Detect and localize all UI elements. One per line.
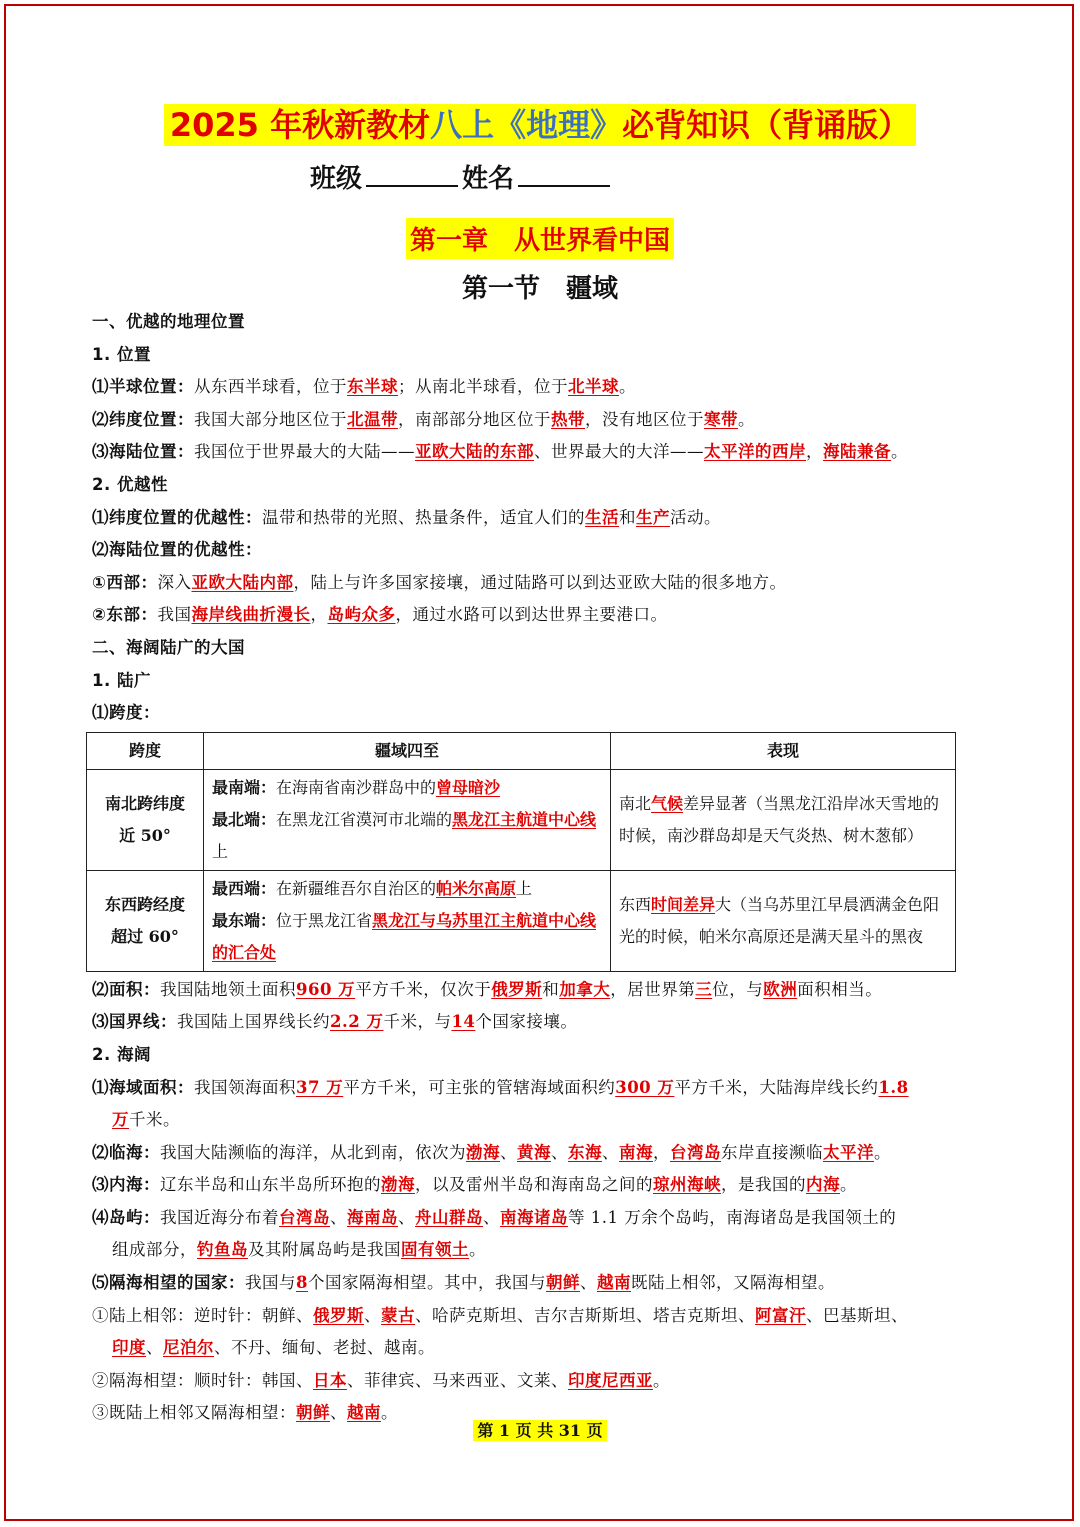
title-part-3: 必背知识（背诵版） xyxy=(622,106,911,144)
text: 东岸直接濒临 xyxy=(721,1142,823,1162)
text: 等 1.1 万余个岛屿，南海诸岛是我国领土的 xyxy=(568,1207,897,1227)
label: ⑵纬度位置： xyxy=(92,409,194,429)
keyword: 南海 xyxy=(619,1142,653,1162)
keyword: 时间差异 xyxy=(651,894,716,914)
keyword: 1.8 xyxy=(878,1077,909,1097)
text: 、 xyxy=(602,1142,619,1162)
label: ⑸隔海相望的国家： xyxy=(92,1273,245,1293)
keyword: 俄罗斯 xyxy=(313,1305,364,1325)
class-name-line xyxy=(310,158,614,195)
keyword: 固有领土 xyxy=(401,1240,469,1260)
label: ①西部： xyxy=(92,572,158,592)
chapter-heading: 第一章 从世界看中国 xyxy=(406,218,674,259)
keyword: 热带 xyxy=(551,409,585,429)
heading-s2: 二、海阔陆广的大国 xyxy=(92,637,245,657)
keyword: 舟山群岛 xyxy=(415,1207,483,1227)
text: 东西 xyxy=(619,894,652,914)
span-label: 东西跨经度 xyxy=(104,894,185,914)
text: 我国位于世界最大的大陆—— xyxy=(194,442,415,462)
text: ③既陆上相邻又隔海相望： xyxy=(92,1403,296,1423)
heading-s1: 一、优越的地理位置 xyxy=(92,312,245,331)
line-islands-cont xyxy=(92,1234,992,1267)
keyword: 黑龙江主航道中心线 xyxy=(452,809,597,829)
line-west xyxy=(92,567,992,600)
text: 从东西半球看，位于 xyxy=(194,377,347,397)
line-land-sea xyxy=(92,436,992,469)
keyword: 北温带 xyxy=(347,409,398,429)
title-part-2: 八上《地理》 xyxy=(430,106,623,144)
text: ①陆上相邻：逆时针：朝鲜、 xyxy=(92,1305,313,1325)
main-content xyxy=(92,306,992,1430)
line-sea-area xyxy=(92,1072,992,1105)
text: ， xyxy=(653,1142,670,1162)
chapter-heading-wrap xyxy=(0,218,1080,259)
text: 。 xyxy=(619,377,636,397)
text: 。 xyxy=(874,1142,891,1162)
text: 南北 xyxy=(619,793,652,813)
label: ⑵临海： xyxy=(92,1142,160,1162)
text: 差异显著（当黑龙江沿岸冰天雪地的时候，南沙群岛却是天气炎热、树木葱郁） xyxy=(619,793,940,845)
table-cell-effect xyxy=(611,870,956,971)
heading-s2-1: 1. 陆广 xyxy=(92,670,151,690)
text: 深入 xyxy=(157,572,192,592)
table-cell-span xyxy=(87,769,204,870)
text: 面积相当。 xyxy=(797,979,883,999)
line-span: ⑴跨度： xyxy=(92,703,160,723)
text: 、菲律宾、马来西亚、文莱、 xyxy=(347,1370,568,1390)
keyword: 亚欧大陆内部 xyxy=(191,572,294,592)
text: 在新疆维吾尔自治区的 xyxy=(276,878,437,898)
keyword: 曾母暗沙 xyxy=(436,777,501,797)
text: 、 xyxy=(551,1142,568,1162)
text: ，是我国的 xyxy=(721,1175,806,1195)
text: 大（当乌苏里江早晨洒满金色阳光的时候，帕米尔高原还是满天星斗的黑夜 xyxy=(619,894,940,946)
line-east xyxy=(92,599,992,632)
table-header: 表现 xyxy=(611,732,956,769)
keyword: 2.2 万 xyxy=(330,1012,384,1032)
keyword: 欧洲 xyxy=(763,979,798,999)
span-value: 近 50° xyxy=(119,825,171,845)
table-cell-extremes xyxy=(204,769,611,870)
keyword: 朝鲜 xyxy=(296,1403,330,1423)
label: ⑶海陆位置： xyxy=(92,442,194,462)
keyword: 俄罗斯 xyxy=(491,979,543,999)
table-cell-span xyxy=(87,870,204,971)
text: 平方千米，可主张的管辖海域面积约 xyxy=(343,1077,616,1097)
keyword: 黑龙江与乌苏里江主航道中心线的汇合处 xyxy=(212,910,597,962)
keyword: 越南 xyxy=(347,1403,381,1423)
line-inland-seas xyxy=(92,1169,992,1202)
label: ⑶国界线： xyxy=(92,1012,177,1032)
span-value: 超过 60° xyxy=(111,926,179,946)
keyword: 阿富汗 xyxy=(755,1305,806,1325)
keyword: 东半球 xyxy=(347,377,398,397)
text: 我国 xyxy=(157,605,192,625)
text: 位于黑龙江省 xyxy=(276,910,373,930)
label: 最北端： xyxy=(212,809,277,829)
text: 、世界最大的大洋—— xyxy=(534,442,704,462)
territory-table xyxy=(86,732,956,972)
keyword: 14 xyxy=(451,1012,476,1032)
line-land-neighbors xyxy=(92,1300,992,1333)
text: 我国陆上国界线长约 xyxy=(177,1012,330,1032)
label: ⑴半球位置： xyxy=(92,377,194,397)
text: ，以及雷州半岛和海南岛之间的 xyxy=(415,1175,653,1195)
keyword: 960 万 xyxy=(296,979,356,999)
text: 我国陆地领土面积 xyxy=(160,979,296,999)
page-title xyxy=(164,104,916,146)
keyword: 台湾岛 xyxy=(279,1207,330,1227)
table-header-row xyxy=(87,732,956,769)
section-heading: 第一节 疆域 xyxy=(461,274,618,304)
keyword: 内海 xyxy=(806,1175,840,1195)
text: 辽东半岛和山东半岛所环抱的 xyxy=(160,1175,381,1195)
text: ，没有地区位于 xyxy=(585,409,704,429)
text: 个国家隔海相望。其中，我国与 xyxy=(307,1273,546,1293)
text: ， xyxy=(310,605,328,625)
text: 。 xyxy=(738,409,755,429)
text: 、 xyxy=(483,1207,500,1227)
keyword: 帕米尔高原 xyxy=(436,878,517,898)
label: 最西端： xyxy=(212,878,277,898)
keyword: 岛屿众多 xyxy=(327,605,396,625)
table-cell-effect xyxy=(611,769,956,870)
name-blank xyxy=(518,163,610,187)
text: 千米，与 xyxy=(383,1012,452,1032)
line-area xyxy=(92,974,992,1007)
keyword: 朝鲜 xyxy=(545,1273,580,1293)
keyword: 台湾岛 xyxy=(670,1142,721,1162)
keyword: 300 万 xyxy=(615,1077,675,1097)
keyword: 太平洋 xyxy=(823,1142,874,1162)
keyword: 生产 xyxy=(636,507,670,527)
keyword: 尼泊尔 xyxy=(163,1338,214,1358)
text: 我国近海分布着 xyxy=(160,1207,279,1227)
label: ⑴海域面积： xyxy=(92,1077,194,1097)
line-latitude xyxy=(92,404,992,437)
title-part-1: 2025 年秋新教材 xyxy=(169,106,431,144)
text: 在海南省南沙群岛中的 xyxy=(276,777,437,797)
keyword: 东海 xyxy=(568,1142,602,1162)
text: 活动。 xyxy=(670,507,721,527)
label: ⑵面积： xyxy=(92,979,160,999)
keyword: 8 xyxy=(296,1273,308,1293)
keyword: 蒙古 xyxy=(381,1305,415,1325)
text: 我国领海面积 xyxy=(194,1077,296,1097)
label: ②东部： xyxy=(92,605,158,625)
text: 、 xyxy=(330,1207,347,1227)
label: ⑷岛屿： xyxy=(92,1207,160,1227)
text: 上 xyxy=(516,878,533,898)
keyword: 渤海 xyxy=(381,1175,415,1195)
keyword: 渤海 xyxy=(466,1142,500,1162)
keyword: 亚欧大陆的东部 xyxy=(415,442,534,462)
text: ，南部部分地区位于 xyxy=(398,409,551,429)
name-label: 姓名 xyxy=(462,164,515,194)
class-label: 班级 xyxy=(310,164,363,194)
keyword: 海岸线曲折漫长 xyxy=(191,605,311,625)
text: 和 xyxy=(542,979,560,999)
keyword: 琼州海峡 xyxy=(653,1175,721,1195)
keyword: 海南岛 xyxy=(347,1207,398,1227)
keyword: 三 xyxy=(695,979,713,999)
label: ⑶内海： xyxy=(92,1175,160,1195)
text: 既陆上相邻，又隔海相望。 xyxy=(630,1273,835,1293)
text: ， xyxy=(806,442,823,462)
line-border xyxy=(92,1006,992,1039)
page-footer xyxy=(0,1418,1080,1441)
text: 平方千米，大陆海岸线长约 xyxy=(674,1077,879,1097)
keyword: 气候 xyxy=(651,793,684,813)
text: 千米。 xyxy=(129,1110,180,1130)
keyword: 黄海 xyxy=(517,1142,551,1162)
line-neighbors xyxy=(92,1267,992,1300)
line-islands xyxy=(92,1202,992,1235)
text: 平方千米，仅次于 xyxy=(355,979,492,999)
class-blank xyxy=(366,163,458,187)
text: 。 xyxy=(840,1175,857,1195)
keyword: 钓鱼岛 xyxy=(197,1240,248,1260)
page-number: 第 1 页 共 31 页 xyxy=(473,1420,606,1441)
heading-s2-2: 2. 海阔 xyxy=(92,1044,151,1064)
text: 、 xyxy=(146,1338,163,1358)
text: 温带和热带的光照、热量条件，适宜人们的 xyxy=(262,507,585,527)
label: 最东端： xyxy=(212,910,277,930)
keyword: 印度 xyxy=(112,1338,146,1358)
text: ，通过水路可以到达世界主要港口。 xyxy=(395,605,668,625)
line-hemisphere xyxy=(92,371,992,404)
keyword: 日本 xyxy=(313,1370,347,1390)
text: 上 xyxy=(212,841,229,861)
text: 、 xyxy=(579,1273,597,1293)
keyword: 加拿大 xyxy=(559,979,611,999)
text: 。 xyxy=(469,1240,486,1260)
text: 组成部分， xyxy=(112,1240,197,1260)
table-cell-extremes xyxy=(204,870,611,971)
label: ⑴纬度位置的优越性： xyxy=(92,507,262,527)
text: 。 xyxy=(653,1370,670,1390)
text: 、 xyxy=(364,1305,381,1325)
page-title-wrap xyxy=(0,104,1080,146)
text: ，居世界第 xyxy=(610,979,696,999)
text: 我国与 xyxy=(245,1273,296,1293)
table-header: 跨度 xyxy=(87,732,204,769)
keyword: 寒带 xyxy=(704,409,738,429)
line-sea-advantage: ⑵海陆位置的优越性： xyxy=(92,540,262,560)
keyword: 37 万 xyxy=(296,1077,344,1097)
text: 、 xyxy=(500,1142,517,1162)
heading-s1-1: 1. 位置 xyxy=(92,344,151,364)
text: 位，与 xyxy=(712,979,764,999)
keyword: 海陆兼备 xyxy=(823,442,891,462)
text: 。 xyxy=(381,1403,398,1423)
text: 、 xyxy=(398,1207,415,1227)
text: ；从南北半球看，位于 xyxy=(398,377,568,397)
label: 最南端： xyxy=(212,777,277,797)
text: 个国家接壤。 xyxy=(475,1012,578,1032)
line-lat-advantage xyxy=(92,502,992,535)
text: 和 xyxy=(619,507,636,527)
keyword: 越南 xyxy=(596,1273,631,1293)
text: 、不丹、缅甸、老挝、越南。 xyxy=(214,1338,435,1358)
table-row xyxy=(87,870,956,971)
text: 、巴基斯坦、 xyxy=(806,1305,908,1325)
keyword: 印度尼西亚 xyxy=(568,1370,653,1390)
text: 我国大陆濒临的海洋，从北到南，依次为 xyxy=(160,1142,466,1162)
heading-s1-2: 2. 优越性 xyxy=(92,474,168,494)
line-sea-area-cont xyxy=(92,1104,992,1137)
text: 及其附属岛屿是我国 xyxy=(248,1240,401,1260)
table-row xyxy=(87,769,956,870)
keyword: 生活 xyxy=(585,507,619,527)
keyword: 万 xyxy=(112,1110,129,1130)
text: 、哈萨克斯坦、吉尔吉斯斯坦、塔吉克斯坦、 xyxy=(415,1305,755,1325)
span-label: 南北跨纬度 xyxy=(104,793,185,813)
line-bordering-seas xyxy=(92,1137,992,1170)
keyword: 南海诸岛 xyxy=(500,1207,568,1227)
text: 我国大部分地区位于 xyxy=(194,409,347,429)
text: 在黑龙江省漠河市北端的 xyxy=(276,809,453,829)
text: 、 xyxy=(330,1403,347,1423)
text: 。 xyxy=(891,442,908,462)
text: ②隔海相望：顺时针：韩国、 xyxy=(92,1370,313,1390)
keyword: 北半球 xyxy=(568,377,619,397)
line-sea-neighbors xyxy=(92,1365,992,1398)
text: ，陆上与许多国家接壤，通过陆路可以到达亚欧大陆的很多地方。 xyxy=(293,572,787,592)
table-header: 疆域四至 xyxy=(204,732,611,769)
line-land-neighbors-cont xyxy=(92,1332,992,1365)
keyword: 太平洋的西岸 xyxy=(704,442,806,462)
